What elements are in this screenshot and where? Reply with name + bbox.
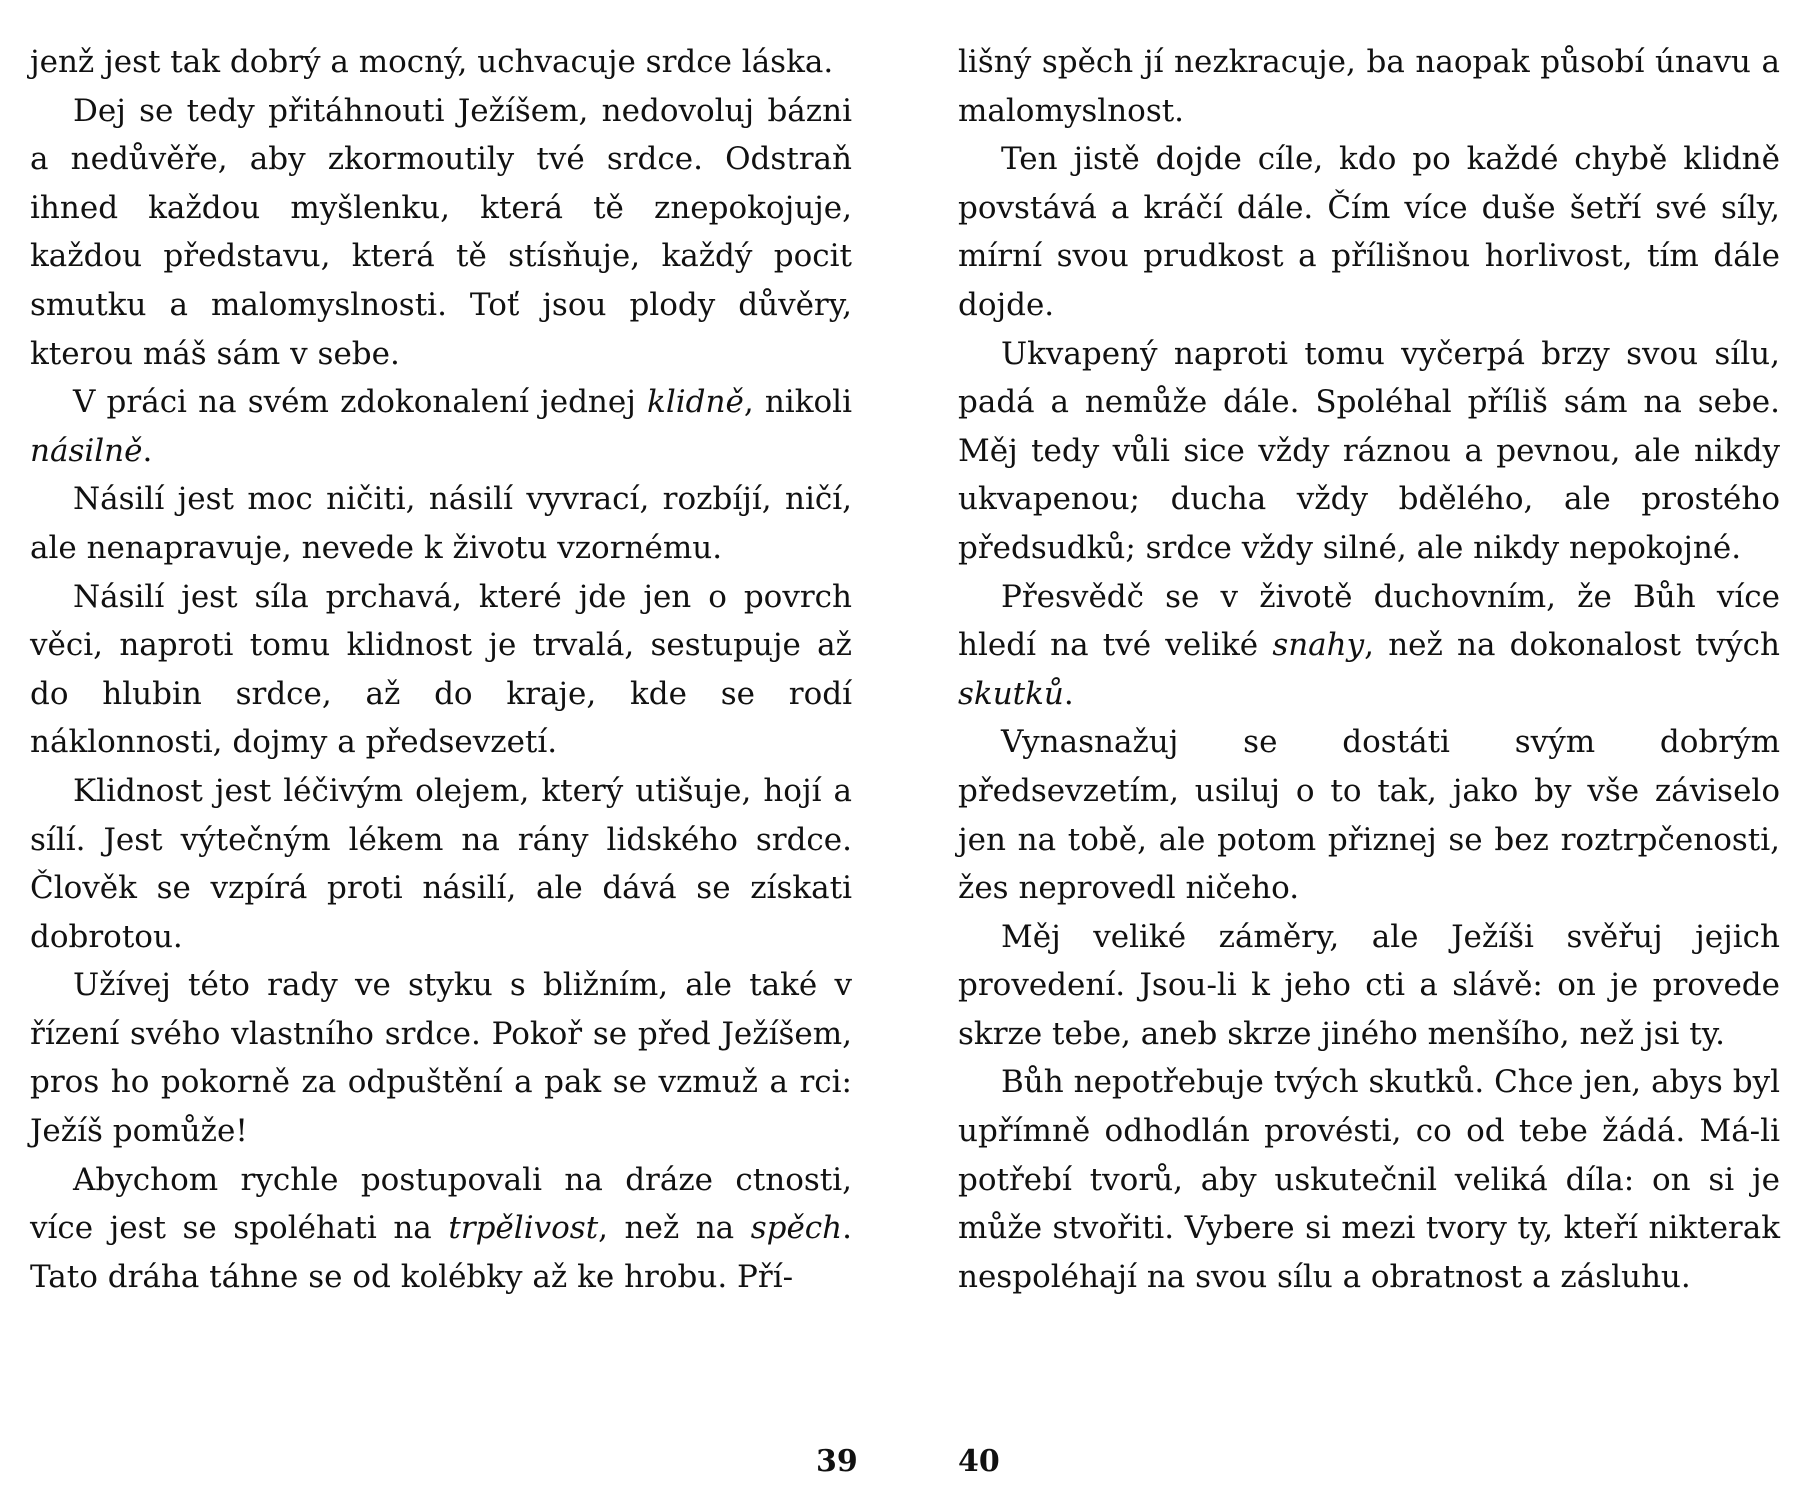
paragraph [958, 38, 1780, 135]
paragraph-text: Násilí jest moc ničiti, násilí vyvrací, rozbíjí, ničí, ale nenapravuje, nevede k životu vzornému. [30, 481, 852, 566]
paragraph-text: lišný spěch jí nezkracuje, ba naopak působí únavu a malomyslnost. [958, 44, 1780, 129]
paragraph-text: V práci na svém zdokonalení jednej [73, 384, 648, 421]
paragraph [30, 961, 852, 1155]
left-page [30, 38, 852, 1301]
paragraph-text: Násilí jest síla prchavá, které jde jen o povrch věci, naproti tomu klidnost je trvalá, sestupuje až do hlubin srdce, až do kraje, kde se rodí náklonnosti, dojmy a předsevzetí. [30, 578, 852, 761]
paragraph-text: . Tato dráha táhne se od kolébky až ke hrobu. Pří- [30, 1210, 852, 1295]
paragraph [958, 330, 1780, 573]
emphasis-text: trpělivost [448, 1210, 599, 1247]
emphasis-text: snahy [1272, 627, 1365, 664]
paragraph [30, 767, 852, 961]
paragraph [958, 135, 1780, 329]
paragraph [958, 913, 1780, 1059]
paragraph [30, 475, 852, 572]
paragraph [958, 573, 1780, 719]
paragraph-text: . [142, 432, 153, 469]
paragraph [958, 718, 1780, 912]
emphasis-text: klidně [647, 384, 744, 421]
paragraph-text: Měj veliké záměry, ale Ježíši svěřuj jejich provedení. Jsou-li k jeho cti a slávě: on je provede skrze tebe, aneb skrze jiného menšího, než jsi ty. [958, 918, 1780, 1052]
emphasis-text: násilně [30, 432, 143, 469]
paragraph-text: . [1063, 675, 1074, 712]
paragraph [30, 87, 852, 379]
paragraph [30, 38, 852, 87]
paragraph [958, 1058, 1780, 1301]
paragraph-text: Klidnost jest léčivým olejem, který utišuje, hojí a sílí. Jest výtečným lékem na rány lidského srdce. Člověk se vzpírá proti násilí, ale dává se získati dobrotou. [30, 772, 852, 955]
paragraph-text: , než na dokonalost tvých [1364, 627, 1780, 664]
paragraph-text: jenž jest tak dobrý a mocný, uchvacuje srdce láska. [30, 44, 834, 80]
page-number-right: 40 [958, 1444, 1000, 1479]
paragraph-text: , nikoli [743, 384, 852, 421]
paragraph [30, 378, 852, 475]
right-page [958, 38, 1780, 1301]
paragraph [30, 1156, 852, 1302]
paragraph-text: Ukvapený naproti tomu vyčerpá brzy svou sílu, padá a nemůže dále. Spoléhal příliš sám na sebe. Měj tedy vůli sice vždy ráznou a pevnou, ale nikdy ukvapenou; ducha vždy bdělého, ale prostého předsudků; srdce vždy silné, ale nikdy nepokojné. [958, 335, 1780, 566]
paragraph [30, 573, 852, 767]
paragraph-text: Přesvědč se v životě duchovním, že Bůh více hledí na tvé veliké [958, 578, 1780, 664]
paragraph-text: Bůh nepotřebuje tvých skutků. Chce jen, abys byl upřímně odhodlán provésti, co od tebe žádá. Má-li potřebí tvorů, aby uskutečnil veliká díla: on si je může stvořiti. Vybere si mezi tvory ty, kteří nikterak nespoléhají na svou sílu a obratnost a zásluhu. [958, 1064, 1780, 1295]
page-number-left: 39 [816, 1444, 858, 1479]
paragraph-text: Abychom rychle postupovali na dráze ctnosti, více jest se spoléhati na [30, 1161, 852, 1247]
paragraph-text: , než na [598, 1210, 751, 1247]
paragraph-text: Užívej této rady ve styku s bližním, ale také v řízení svého vlastního srdce. Pokoř se před Ježíšem, pros ho pokorně za odpuštění a pak se vzmuž a rci: Ježíš pomůže! [30, 967, 852, 1150]
emphasis-text: spěch [750, 1210, 843, 1247]
paragraph-text: Ten jistě dojde cíle, kdo po každé chybě klidně povstává a kráčí dále. Čím více duše šetří své síly, mírní svou prudkost a přílišnou horlivost, tím dále dojde. [958, 141, 1780, 323]
paragraph-text: Dej se tedy přitáhnouti Ježíšem, nedovoluj bázni a nedůvěře, aby zkormoutily tvé srdce. Odstraň ihned každou myšlenku, která tě znepokojuje, každou představu, která tě stísňuje, každý pocit smutku a malomyslnosti. Toť jsou plody důvěry, kterou máš sám v sebe. [30, 92, 852, 372]
paragraph-text: Vynasnažuj se dostáti svým dobrým předsevzetím, usiluj o to tak, jako by vše záviselo jen na tobě, ale potom přiznej se bez roztrpčenosti, žes neprovedl ničeho. [958, 724, 1780, 907]
emphasis-text: skutků [958, 675, 1064, 712]
